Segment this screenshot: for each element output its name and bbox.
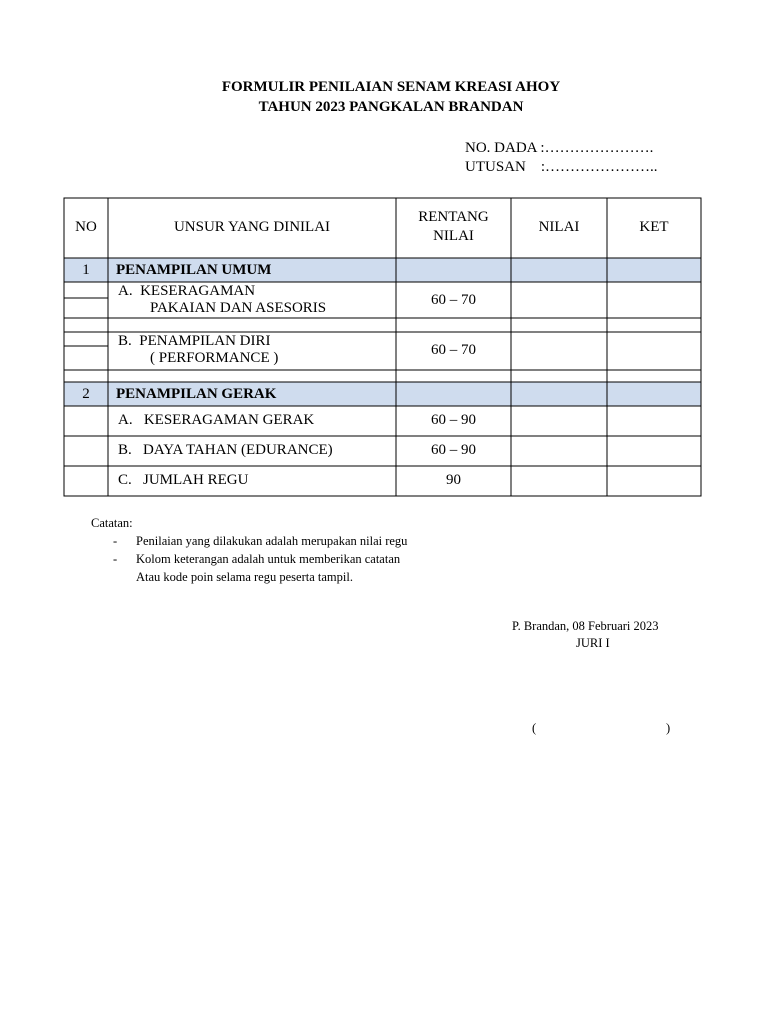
item-2c-label: C. JUMLAH REGU <box>118 472 249 488</box>
header-rentang-line1: RENTANG <box>418 209 489 225</box>
item-2c-range: 90 <box>446 472 461 488</box>
section-1-number: 1 <box>82 262 90 278</box>
header-no: NO <box>75 219 97 235</box>
note-1-bullet: - <box>113 534 118 548</box>
signature-open-paren: ( <box>532 721 537 735</box>
header-unsur: UNSUR YANG DINILAI <box>173 219 331 235</box>
item-1b-line2: ( PERFORMANCE ) <box>150 350 279 366</box>
header-nilai: NILAI <box>538 219 580 235</box>
signature-close-paren: ) <box>666 721 671 735</box>
item-1b-line1: B. PENAMPILAN DIRI <box>118 333 271 349</box>
section-2-number: 2 <box>82 386 90 402</box>
section-1-title: PENAMPILAN UMUM <box>116 262 272 278</box>
form-title-line1: FORMULIR PENILAIAN SENAM KREASI AHOY <box>221 79 561 95</box>
item-1a-range: 60 – 70 <box>431 292 476 308</box>
header-ket: KET <box>639 219 669 235</box>
item-2a-label: A. KESERAGAMAN GERAK <box>118 412 315 428</box>
note-2-continuation: Atau kode poin selama regu peserta tampil. <box>136 570 353 584</box>
section-2-title: PENAMPILAN GERAK <box>116 386 277 402</box>
utusan-field: UTUSAN :………………….. <box>465 159 658 175</box>
item-2a-range: 60 – 90 <box>431 412 476 428</box>
notes-block <box>91 514 408 586</box>
note-1-text: Penilaian yang dilakukan adalah merupakan nilai regu <box>136 534 408 548</box>
notes-heading: Catatan: <box>91 516 133 530</box>
judge-role: JURI I <box>576 636 610 650</box>
note-2-text: Kolom keterangan adalah untuk memberikan catatan <box>136 552 401 566</box>
item-1a-line1: A. KESERAGAMAN <box>118 283 256 299</box>
place-date: P. Brandan, 08 Februari 2023 <box>512 619 659 633</box>
item-1b-range: 60 – 70 <box>431 342 476 358</box>
no-dada-field: NO. DADA :…………………. <box>465 140 654 156</box>
item-2b-label: B. DAYA TAHAN (EDURANCE) <box>118 442 333 458</box>
item-2b-range: 60 – 90 <box>431 442 476 458</box>
item-1a-line2: PAKAIAN DAN ASESORIS <box>150 300 327 316</box>
header-rentang-line2: NILAI <box>433 228 474 244</box>
form-title-line2: TAHUN 2023 PANGKALAN BRANDAN <box>258 99 524 115</box>
note-2-bullet: - <box>113 552 118 566</box>
